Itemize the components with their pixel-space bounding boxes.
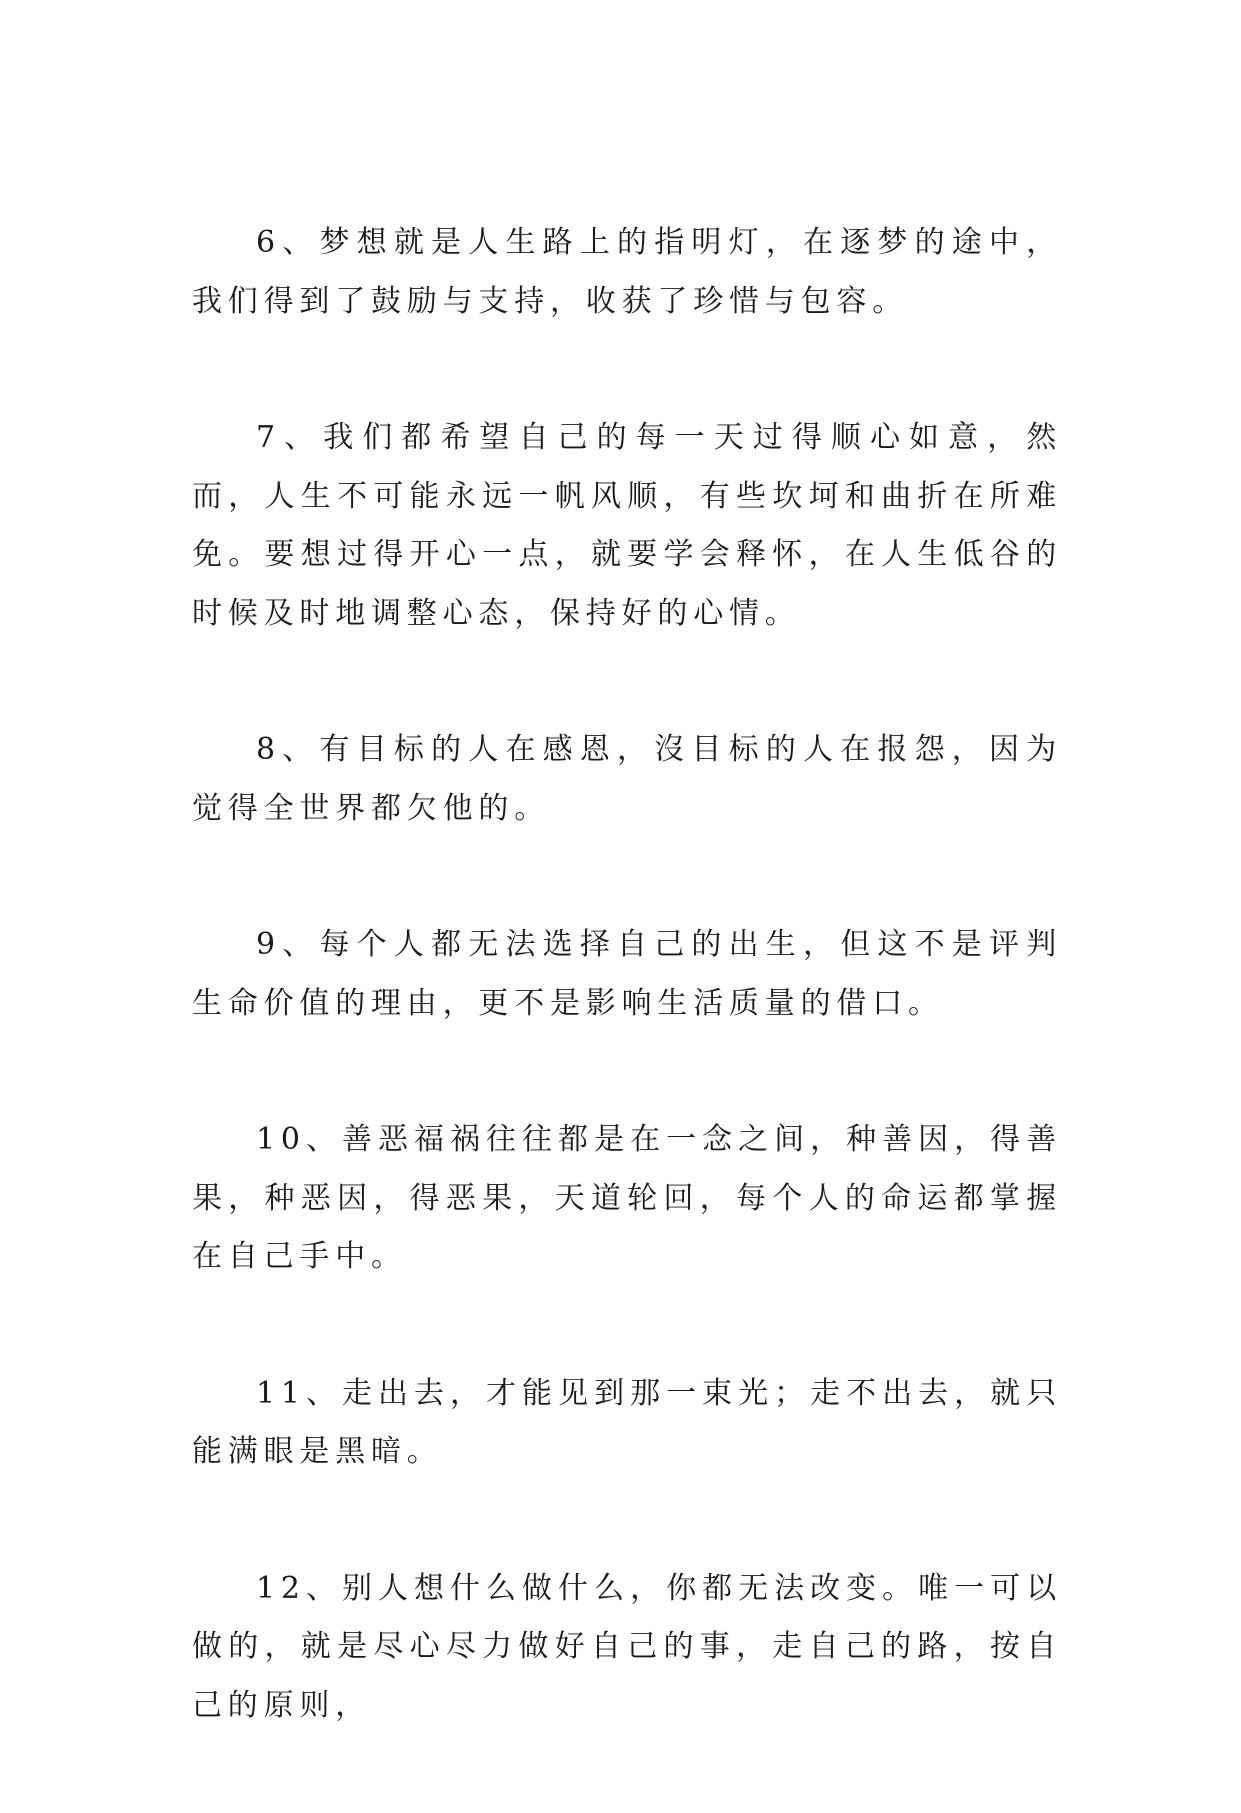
paragraph-8: 8、有目标的人在感恩，沒目标的人在报怨，因为觉得全世界都欠他的。 <box>192 732 1062 826</box>
paragraph-11: 11、走出去，才能见到那一束光；走不出去，就只能满眼是黑暗。 <box>192 1375 1062 1469</box>
document-body <box>192 214 1062 1813</box>
paragraph-7: 7、我们都希望自己的每一天过得顺心如意，然而，人生不可能永远一帆风顺，有些坎坷和曲折在所难免。要想过得开心一点，就要学会释怀，在人生低谷的时候及时地调整心态，保持好的心情。 <box>192 420 1062 631</box>
paragraph-12: 12、别人想什么做什么，你都无法改变。唯一可以做的，就是尽心尽力做好自己的事，走自己的路，按自己的原则， <box>192 1570 1062 1723</box>
paragraph-10: 10、善恶福祸往往都是在一念之间，种善因，得善果，种恶因，得恶果，天道轮回，每个人的命运都掌握在自己手中。 <box>192 1122 1062 1274</box>
paragraph-9: 9、每个人都无法选择自己的出生，但这不是评判生命价值的理由，更不是影响生活质量的借口。 <box>192 927 1062 1021</box>
paragraph-6: 6、梦想就是人生路上的指明灯，在逐梦的途中，我们得到了鼓励与支持，收获了珍惜与包容。 <box>192 225 1062 319</box>
